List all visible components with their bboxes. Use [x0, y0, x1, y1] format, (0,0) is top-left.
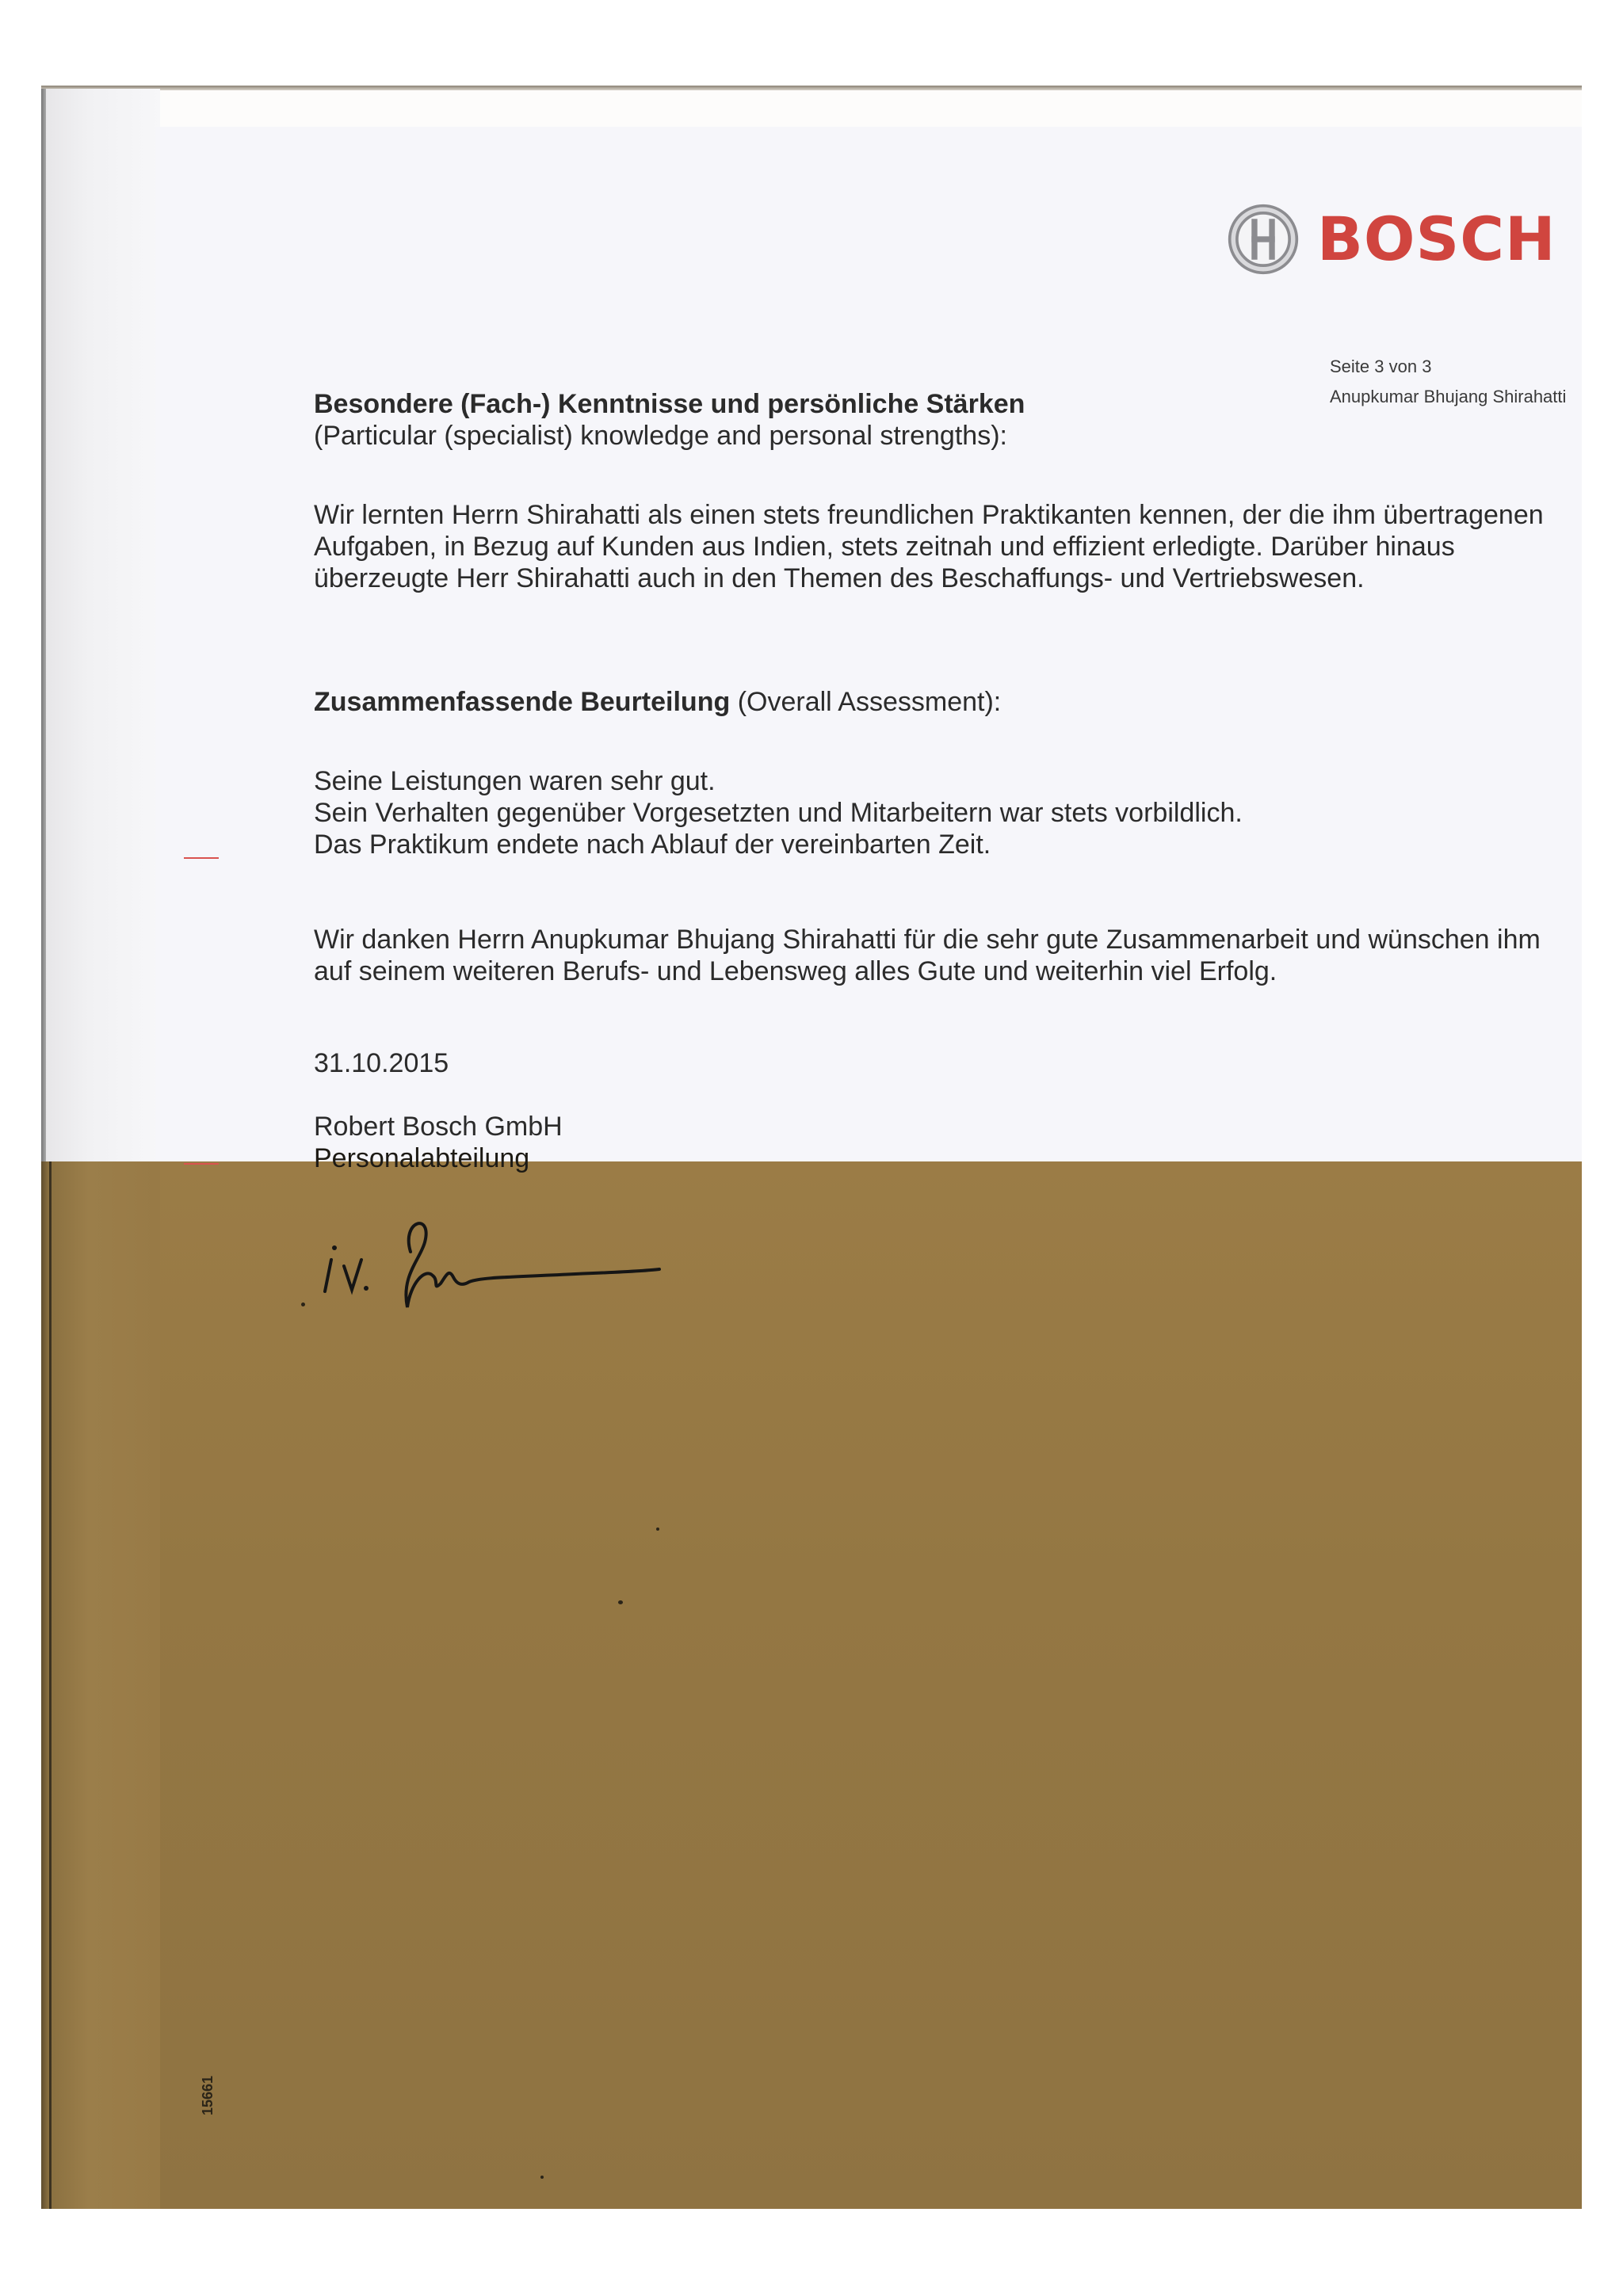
section1-heading: Besondere (Fach-) Kenntnisse und persönliche Stärken	[314, 389, 1025, 419]
department-name: Personalabteilung	[314, 1143, 530, 1173]
envelope-fold-line	[49, 1161, 52, 2209]
envelope	[41, 1161, 1582, 2209]
brand-name: BOSCH	[1317, 204, 1556, 274]
envelope-left-edge	[41, 1161, 160, 2209]
section2-heading-bold: Zusammenfassende Beurteilung	[314, 687, 731, 717]
section2-heading-rest: (Overall Assessment):	[730, 687, 1002, 717]
document-number: 15661	[200, 2075, 216, 2115]
dust-speck	[540, 2176, 544, 2179]
section2-line: Seine Leistungen waren sehr gut.	[314, 766, 716, 796]
bosch-armature-icon	[1227, 203, 1300, 276]
section2-heading	[314, 686, 1001, 718]
letter-date: 31.10.2015	[314, 1048, 449, 1078]
section2-line: Sein Verhalten gegenüber Vorgesetzten und Mitarbeitern war stets vorbildlich.	[314, 798, 1243, 828]
section2-line: Das Praktikum endete nach Ablauf der vereinbarten Zeit.	[314, 830, 991, 860]
dust-speck	[618, 1600, 623, 1604]
scan-top-edge	[41, 86, 1582, 90]
page-info	[1330, 352, 1566, 412]
letter-sheet	[155, 127, 1582, 1161]
section1-line: Aufgaben, in Bezug auf Kunden aus Indien, stets zeitnah und effizient erledigte. Darüber hinaus	[314, 532, 1455, 562]
page-label: Seite 3 von 3	[1330, 357, 1432, 376]
bosch-logo	[1227, 200, 1556, 279]
section1-line: Wir lernten Herrn Shirahatti als einen stets freundlichen Praktikanten kennen, der die ihm übertragenen	[314, 500, 1544, 530]
closing-line: auf seinem weiteren Berufs- und Lebensweg alles Gute und weiterhin viel Erfolg.	[314, 956, 1277, 986]
closing-line: Wir danken Herrn Anupkumar Bhujang Shirahatti für die sehr gute Zusammenarbeit und wünschen ihm	[314, 925, 1541, 955]
fold-mark	[184, 1163, 219, 1165]
section1-line: überzeugte Herr Shirahatti auch in den Themen des Beschaffungs- und Vertriebswesen.	[314, 563, 1365, 593]
dust-speck	[301, 1302, 305, 1306]
signature	[314, 1204, 678, 1323]
dust-speck	[656, 1527, 659, 1531]
scan-left-margin	[41, 89, 160, 1161]
section1-subheading: (Particular (specialist) knowledge and personal strengths):	[314, 421, 1007, 451]
fold-mark	[184, 857, 219, 859]
company-name: Robert Bosch GmbH	[314, 1112, 563, 1142]
person-header: Anupkumar Bhujang Shirahatti	[1330, 387, 1567, 406]
